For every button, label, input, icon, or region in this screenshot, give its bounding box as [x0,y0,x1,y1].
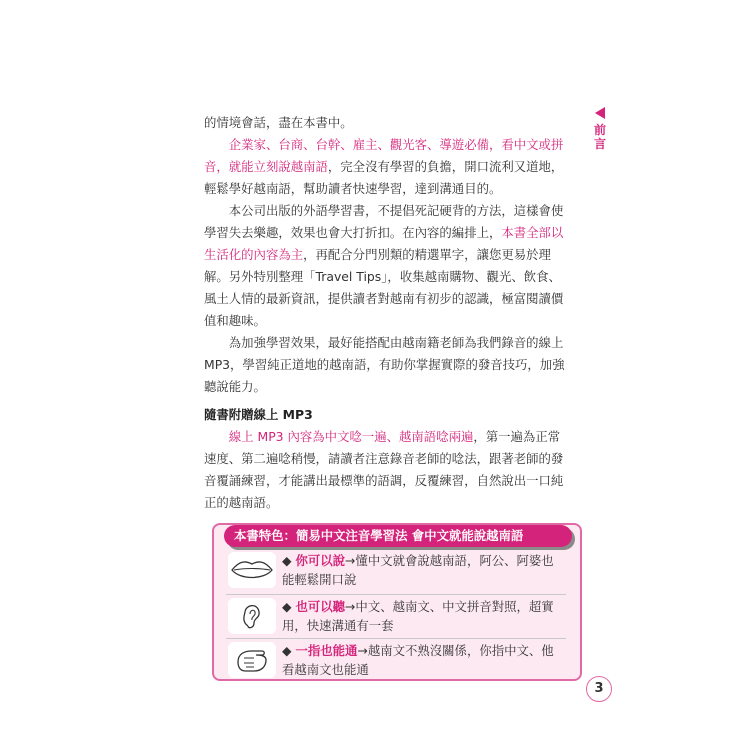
paragraph-1: 的情境會話，盡在本書中。 [204,115,353,130]
paragraph-5 [204,426,566,514]
paragraph-3 [204,200,566,332]
paragraph-text: ，完全沒有學習的負擔，開口流利又道地，輕鬆學好越南語，幫助讀者快速學習，達到溝通目的。 [204,159,564,196]
left-arrow-icon [595,107,605,119]
feature-key: 一指也能通 [295,643,358,658]
feature-text [282,551,564,589]
bullet-icon: ◆ [282,599,292,614]
feature-text [282,597,564,635]
paragraph-text: 本公司出版的外語學習書，不提倡死記硬背的方法，這樣會使學習失去樂趣，效果也會大打折扣。在內容的編排上， [204,203,564,240]
paragraph-4: 為加強學習效果，最好能搭配由越南籍老師為我們錄音的線上 MP3，學習純正道地的越南語，有助你掌握實際的發音技巧，加強聽說能力。 [204,335,565,394]
lips-icon [228,552,276,588]
feature-text [282,641,564,679]
highlight-text: 企業家、台商、台幹、雇主、觀光客、導遊必備，看中文或拼音，就能立刻說越南語 [204,137,564,174]
feature-desc: →懂中文就會說越南語，阿公、阿婆也能輕鬆開口說 [282,553,554,587]
ear-icon [228,598,276,634]
section-label: 前言 [593,123,606,151]
preface-body [204,112,566,514]
page-number: 3 [586,676,612,702]
feature-box-title: 本書特色：簡易中文注音學習法 會中文就能說越南語 [224,525,572,547]
pointing-hand-icon [228,642,276,678]
section-marker [593,107,607,151]
feature-item [226,594,566,637]
highlight-text: 線上 MP3 內容為中文唸一遍、越南語唸兩遍 [228,429,474,444]
paragraph-text: ，再配合分門別類的精選單字，讓您更易於理解。另外特別整理「Travel Tips」，收集越南購物、觀光、飲食、風土人情的最新資訊，提供讀者對越南有初步的認識，極富閱讀價值和趣味。 [204,247,564,328]
feature-desc: →越南文不熟沒關係，你指中文、他看越南文也能通 [282,643,554,677]
paragraph-2 [204,134,566,200]
paragraph-text: ，第一遍為正常速度、第二遍唸稍慢，請讀者注意錄音老師的唸法，跟著老師的發音覆誦練習，才能講出最標準的語調，反覆練習，自然說出一口純正的越南語。 [204,429,564,510]
bullet-icon: ◆ [282,643,292,658]
section-heading: 隨書附贈線上 MP3 [204,407,313,422]
bullet-icon: ◆ [282,553,292,568]
feature-item [226,549,566,591]
feature-item [226,638,566,681]
feature-key: 你可以說 [295,553,346,568]
highlight-text: 本書全部以生活化的內容為主 [204,225,564,262]
feature-desc: →中文、越南文、中文拼音對照，超實用，快速溝通有一套 [282,599,554,633]
feature-key: 也可以聽 [295,599,346,614]
feature-box [212,523,582,681]
